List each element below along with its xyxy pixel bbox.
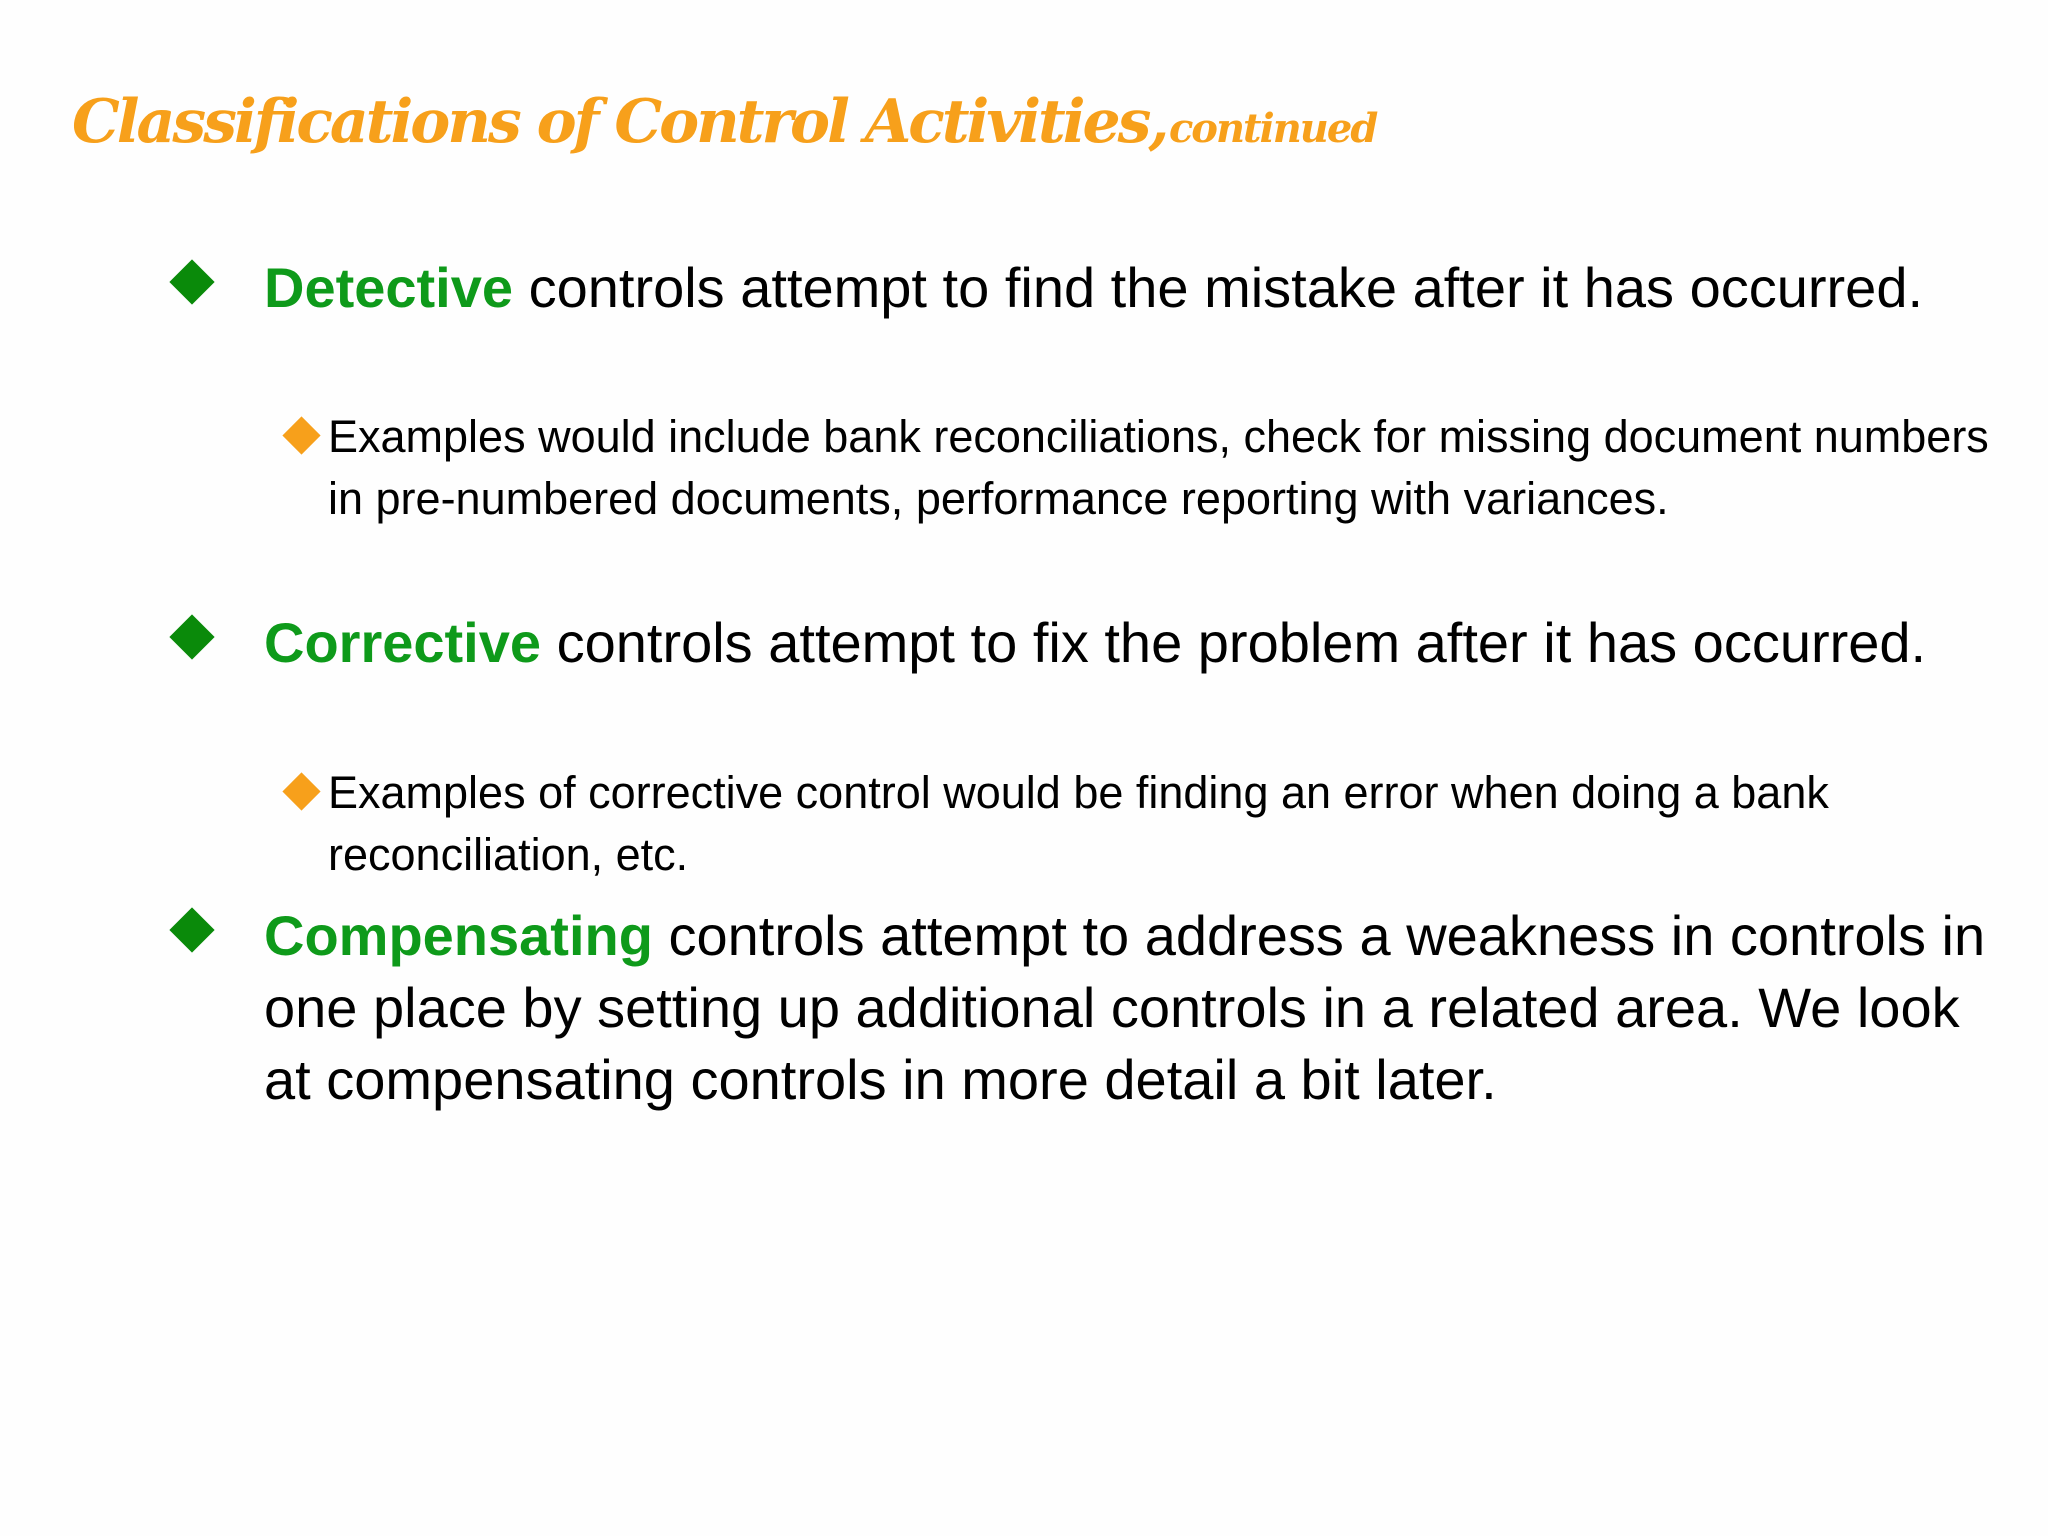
orange-diamond-bullet-icon xyxy=(282,772,320,810)
green-diamond-bullet-icon xyxy=(169,614,214,659)
bullet-term: Corrective xyxy=(264,611,542,674)
sub-bullet-text: Examples would include bank reconciliations, check for missing document numbers in pre-numbered documents, performance reporting with variances. xyxy=(328,411,1989,524)
bullet-item-corrective xyxy=(264,607,2004,679)
sub-bullet-text: Examples of corrective control would be finding an error when doing a bank reconciliation, etc. xyxy=(328,767,1829,880)
bullet-term: Compensating xyxy=(264,904,653,967)
green-diamond-bullet-icon xyxy=(169,907,214,952)
bullet-item-compensating xyxy=(264,900,2004,1116)
title-suffix: continued xyxy=(1168,105,1377,152)
title-main: Classifications of Control Activities, xyxy=(72,87,1167,157)
bullet-text: controls attempt to find the mistake after it has occurred. xyxy=(528,256,1924,319)
bullet-text: controls attempt to address a weakness in controls in one place by setting up additional controls in a related area. We look at compensating controls in more detail a bit later. xyxy=(264,904,1986,1111)
sub-bullet-item xyxy=(328,406,2008,530)
bullet-term: Detective xyxy=(264,256,514,319)
sub-bullet-item xyxy=(328,762,2008,886)
bullet-text: controls attempt to fix the problem after it has occurred. xyxy=(556,611,1927,674)
green-diamond-bullet-icon xyxy=(169,259,214,304)
bullet-item-detective xyxy=(264,252,2004,324)
orange-diamond-bullet-icon xyxy=(282,416,320,454)
